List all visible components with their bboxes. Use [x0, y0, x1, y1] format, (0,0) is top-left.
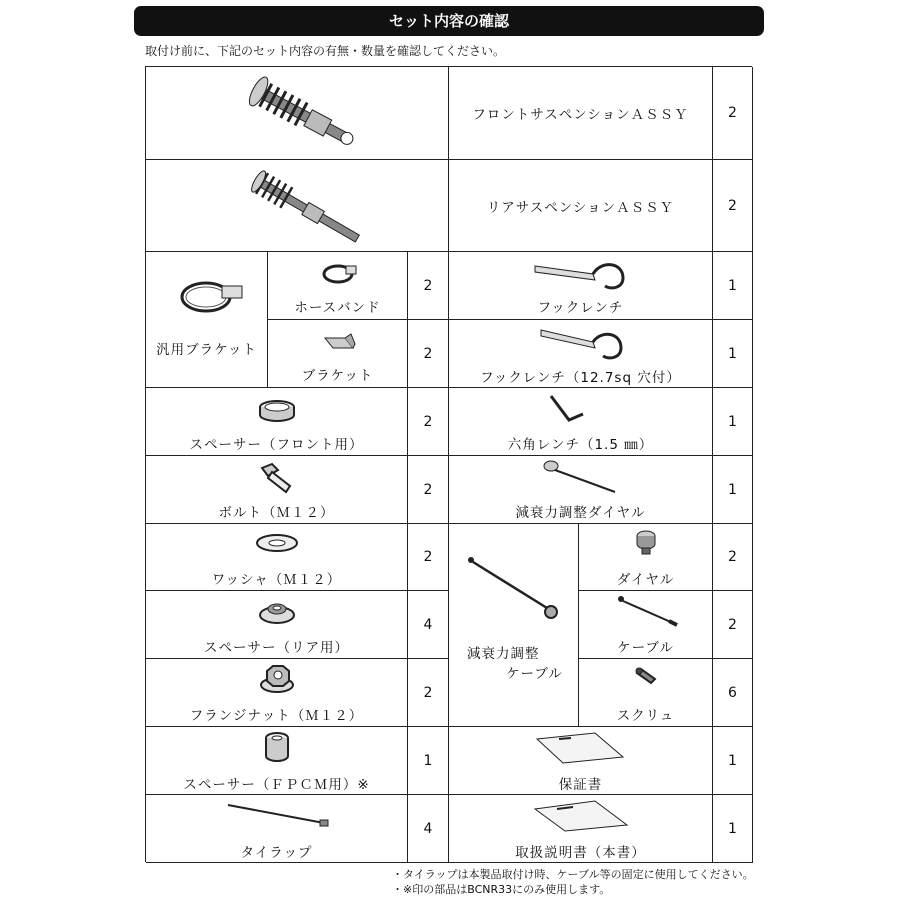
washer-image	[254, 532, 300, 556]
bracket-image	[323, 332, 357, 354]
dial-label: ダイヤル	[616, 572, 675, 588]
bolt-qty: 2	[408, 456, 449, 524]
bracket-cell	[268, 320, 408, 388]
hook-wrench-image	[531, 256, 631, 292]
spacer-rear-cell	[146, 591, 408, 659]
bolt-image	[258, 460, 298, 494]
damper-dial-qty: 1	[713, 456, 753, 524]
damper-dial-cell	[449, 456, 713, 524]
flange-nut-image	[259, 663, 295, 695]
cable-cell	[579, 591, 713, 659]
section-title: セット内容の確認	[134, 6, 764, 36]
dial-qty: 2	[713, 524, 753, 591]
hose-band-label: ホースバンド	[294, 300, 381, 316]
hook-wrench-qty: 1	[713, 252, 753, 320]
note-tie-wrap: ・タイラップは本製品取付け時、ケーブル等の固定に使用してください。	[392, 868, 754, 881]
flange-nut-label: フランジナット（Ｍ１２）	[189, 708, 364, 724]
rear-susp-qty: 2	[713, 160, 753, 252]
hook-wrench-cell	[449, 252, 713, 320]
rear-susp-label: リアサスペンションＡＳＳＹ	[449, 160, 713, 252]
warranty-label: 保証書	[558, 777, 603, 793]
tie-wrap-cell	[146, 795, 408, 863]
manual-image	[533, 799, 629, 833]
cable-assembly-image	[465, 554, 561, 624]
cable-label: ケーブル	[617, 640, 674, 656]
screw-qty: 6	[713, 659, 753, 727]
front-suspension-image	[231, 69, 371, 159]
bolt-cell	[146, 456, 408, 524]
damper-dial-image	[541, 458, 621, 496]
bracket-group-label: 汎用ブラケット	[156, 342, 257, 358]
front-susp-label: フロントサスペンションＡＳＳＹ	[449, 67, 713, 160]
spacer-rear-qty: 4	[408, 591, 449, 659]
hook-wrench-127-label: フックレンチ（12.7sq 穴付）	[480, 370, 681, 386]
parts-table	[145, 66, 752, 862]
dial-cell	[579, 524, 713, 591]
dial-image	[633, 528, 659, 556]
hook-wrench-127-qty: 1	[713, 320, 753, 388]
hose-band-large-image	[178, 272, 248, 322]
washer-label: ワッシャ（Ｍ１２）	[211, 572, 342, 588]
manual-label: 取扱説明書（本書）	[515, 845, 646, 861]
rear-susp-image-cell	[146, 160, 449, 252]
spacer-rear-label: スペーサー（リア用）	[204, 640, 349, 656]
hook-wrench-label: フックレンチ	[537, 300, 624, 316]
intro-text: 取付け前に、下記のセット内容の有無・数量を確認してください。	[145, 44, 506, 58]
spacer-fpcm-label: スペーサー（ＦＰＣＭ用）※	[183, 777, 370, 793]
cable-qty: 2	[713, 591, 753, 659]
hex-wrench-cell	[449, 388, 713, 456]
hex-wrench-qty: 1	[713, 388, 753, 456]
spacer-fpcm-cell	[146, 727, 408, 795]
spacer-front-image	[257, 398, 297, 424]
bolt-label: ボルト（Ｍ１２）	[218, 505, 335, 521]
washer-cell	[146, 524, 408, 591]
warranty-image	[535, 731, 625, 765]
tie-wrap-qty: 4	[408, 795, 449, 863]
washer-qty: 2	[408, 524, 449, 591]
spacer-fpcm-image	[262, 731, 292, 765]
spacer-rear-image	[257, 597, 297, 627]
bracket-label: ブラケット	[301, 368, 374, 384]
hex-wrench-label: 六角レンチ（1.5 ㎜）	[507, 437, 654, 453]
cable-group-cell	[449, 524, 579, 727]
hose-band-cell	[268, 252, 408, 320]
hex-wrench-image	[547, 392, 587, 426]
manual-cell	[449, 795, 713, 863]
bracket-qty: 2	[408, 320, 449, 388]
cable-group-label-line2: ケーブル	[506, 666, 563, 682]
damper-dial-label: 減衰力調整ダイヤル	[515, 505, 646, 521]
warranty-cell	[449, 727, 713, 795]
spacer-front-label: スペーサー（フロント用）	[189, 437, 364, 453]
flange-nut-qty: 2	[408, 659, 449, 727]
spacer-fpcm-qty: 1	[408, 727, 449, 795]
tie-wrap-label: タイラップ	[240, 845, 313, 861]
bracket-group-cell	[146, 252, 268, 388]
screw-label: スクリュ	[616, 708, 675, 724]
hook-wrench-127-image	[537, 322, 627, 362]
rear-suspension-image	[226, 164, 376, 249]
warranty-qty: 1	[713, 727, 753, 795]
screw-cell	[579, 659, 713, 727]
tie-wrap-image	[224, 801, 334, 829]
hose-band-image	[320, 260, 360, 286]
screw-image	[633, 667, 659, 689]
manual-qty: 1	[713, 795, 753, 863]
front-susp-qty: 2	[713, 67, 753, 160]
front-susp-image-cell	[146, 67, 449, 160]
cable-group-label-line1: 減衰力調整	[467, 646, 540, 662]
spacer-front-qty: 2	[408, 388, 449, 456]
note-bcnr33: ・※印の部品はBCNR33にのみ使用します。	[392, 883, 611, 896]
spacer-front-cell	[146, 388, 408, 456]
hose-band-qty: 2	[408, 252, 449, 320]
cable-image	[615, 593, 679, 629]
hook-wrench-127-cell	[449, 320, 713, 388]
flange-nut-cell	[146, 659, 408, 727]
